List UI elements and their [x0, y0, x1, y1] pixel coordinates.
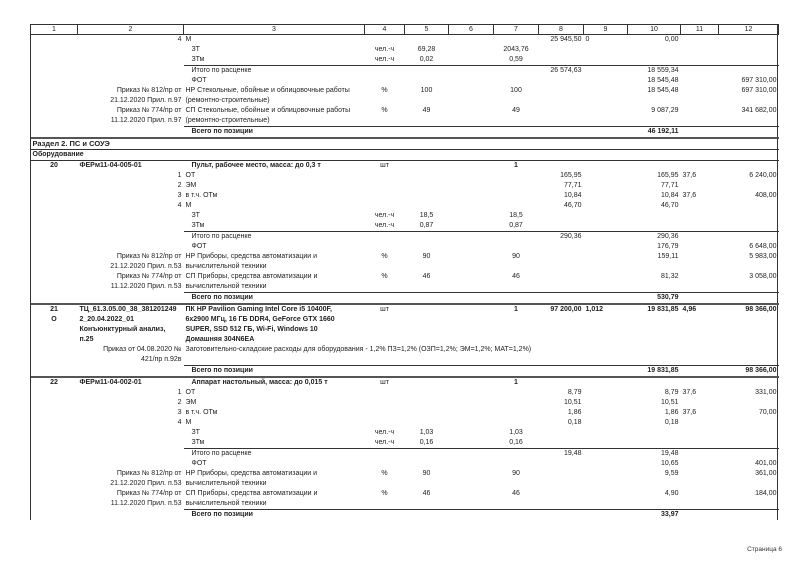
- cell: 3: [177, 192, 182, 199]
- cell: 1: [177, 388, 182, 396]
- position-qty: 1: [494, 377, 539, 388]
- cell: 1,012: [584, 304, 628, 345]
- table-row: [31, 428, 779, 438]
- cell: 18 545,48: [647, 77, 679, 84]
- cell: %: [381, 273, 388, 280]
- total-value: 46 192,11: [628, 127, 681, 139]
- cell: 1,03: [419, 428, 434, 436]
- cell: чел.-ч: [374, 212, 395, 219]
- cell: М: [185, 418, 192, 426]
- cell: ОТ: [185, 388, 196, 396]
- cell: 70,00: [758, 408, 777, 416]
- cell: %: [381, 253, 388, 260]
- cell: ФОТ: [191, 77, 207, 84]
- cell: чел.-ч: [374, 56, 395, 63]
- total-label: Всего по позиции: [184, 509, 365, 520]
- col-header: 9: [584, 25, 628, 35]
- cell: 26 574,63: [539, 66, 584, 77]
- cell: ЗТ: [191, 46, 200, 53]
- table-row: [31, 408, 779, 418]
- cell: в т.ч. ОТм: [185, 408, 218, 416]
- cell: 98 366,00: [719, 304, 779, 345]
- position-unit: шт: [380, 162, 389, 169]
- position-header-row: [31, 304, 779, 345]
- cell: ЭМ: [185, 182, 197, 189]
- cell: М: [185, 36, 192, 43]
- cell: 77,71: [660, 182, 679, 189]
- table-row: [31, 181, 779, 191]
- cell: чел.-ч: [374, 428, 395, 436]
- cell: 2: [177, 398, 182, 406]
- cell: 46: [422, 273, 431, 280]
- cell: в т.ч. ОТм: [185, 192, 218, 199]
- table-row: [31, 448, 779, 459]
- cell: 46: [422, 489, 431, 497]
- cell: 81,32: [660, 273, 679, 280]
- cell: 18 559,34: [628, 66, 681, 77]
- cell: 18 545,48: [647, 87, 679, 94]
- cell: 18,5: [509, 212, 523, 219]
- cell: 10,84: [563, 192, 582, 199]
- total-value: 98 366,00: [719, 365, 779, 377]
- cell: ЗТм: [191, 56, 205, 63]
- cell: 3: [177, 408, 182, 416]
- cell: 10,65: [660, 459, 679, 467]
- cell: 69,28: [417, 46, 436, 53]
- cell: 37,6: [682, 192, 697, 199]
- cell: 46,70: [563, 202, 582, 209]
- cell: 90: [422, 253, 431, 260]
- table-row: [31, 418, 779, 428]
- cell: ОТ: [185, 172, 196, 179]
- table-row: [31, 201, 779, 211]
- cell: 341 682,00: [741, 107, 777, 114]
- cell: 8,79: [664, 388, 679, 396]
- cell: 0: [585, 36, 590, 43]
- cell: 10,51: [660, 398, 679, 406]
- cell: %: [381, 489, 388, 497]
- cell: Приказ № 812/пр от 21.12.2020 Прил. п.53: [110, 253, 182, 270]
- cell: Итого по расценке: [184, 448, 365, 459]
- cell: 49: [422, 107, 431, 114]
- section-row: [31, 138, 779, 150]
- cell: чел.-ч: [374, 222, 395, 229]
- position-number: 20: [50, 162, 58, 169]
- total-label: Всего по позиции: [184, 365, 365, 377]
- cell: 10,84: [660, 192, 679, 199]
- section-title: Раздел 2. ПС и СОУЭ: [31, 138, 779, 150]
- table-row: [31, 66, 779, 77]
- cell: 697 310,00: [741, 87, 777, 94]
- table-row: [31, 106, 779, 127]
- cell: 49: [512, 107, 520, 114]
- cell: Приказ № 812/пр от 21.12.2020 Прил. п.53: [110, 469, 182, 487]
- table-row: [31, 459, 779, 469]
- cell: 1,86: [567, 408, 582, 416]
- cell: НР Приборы, средства автоматизации и вычислительной техники: [185, 253, 318, 270]
- table-row: [31, 45, 779, 55]
- table-row: [31, 438, 779, 449]
- position-total-row: [31, 509, 779, 520]
- col-header: 4: [365, 25, 405, 35]
- position-total-row: [31, 127, 779, 139]
- col-header: 3: [184, 25, 365, 35]
- cell: 0,59: [509, 56, 523, 63]
- col-header: 2: [78, 25, 184, 35]
- column-header-row: [31, 25, 779, 35]
- cell: 290,36: [628, 232, 681, 243]
- position-total-row: [31, 365, 779, 377]
- zsr-text: Заготовительно-складские расходы для оборудования - 1,2% ПЗ=1,2% (ОЗП=1,2%; ЭМ=1,2%; МАТ=1,2%): [185, 346, 532, 353]
- cell: 4: [177, 202, 182, 209]
- cell: 19,48: [539, 448, 584, 459]
- cell: 401,00: [755, 459, 777, 467]
- col-header: 11: [681, 25, 719, 35]
- cell: 361,00: [755, 469, 777, 477]
- estimate-table: [30, 24, 779, 520]
- cell: %: [381, 469, 388, 477]
- cell: 9,59: [664, 469, 679, 477]
- position-qty: 1: [514, 162, 518, 169]
- cell: 77,71: [563, 182, 582, 189]
- cell: 97 200,00: [539, 304, 584, 345]
- table-row: [31, 76, 779, 86]
- col-header: 1: [31, 25, 78, 35]
- cell: ЗТм: [191, 222, 205, 229]
- cell: 100: [420, 87, 433, 94]
- cell: СП Стекольные, обойные и облицовочные работы (ремонтно-строительные): [185, 107, 351, 124]
- estimate-sheet: [30, 24, 778, 520]
- cell: 0,18: [664, 418, 679, 426]
- cell: 37,6: [682, 172, 697, 179]
- cell: чел.-ч: [374, 438, 395, 446]
- cell: 1: [177, 172, 182, 179]
- cell: 2043,76: [503, 46, 529, 53]
- position-name: Аппарат настольный, масса: до 0,015 т: [184, 377, 365, 388]
- cell: 46,70: [660, 202, 679, 209]
- table-row: [31, 232, 779, 243]
- table-row: [31, 388, 779, 398]
- cell: 159,11: [657, 253, 679, 260]
- table-row: [31, 35, 779, 46]
- cell: 290,36: [539, 232, 584, 243]
- cell: Приказ № 774/пр от 11.12.2020 Прил. п.53: [110, 489, 182, 507]
- col-header: 5: [405, 25, 449, 35]
- cell: 2: [177, 182, 182, 189]
- cell: 5 983,00: [749, 253, 777, 260]
- cell: 0,18: [567, 418, 582, 426]
- cell: СП Приборы, средства автоматизации и вычислительной техники: [185, 273, 318, 290]
- cell: 46: [512, 489, 520, 497]
- table-row: [31, 221, 779, 232]
- cell: НР Стекольные, обойные и облицовочные работы (ремонтно-строительные): [185, 87, 350, 104]
- cell: НР Приборы, средства автоматизации и вычислительной техники: [185, 469, 318, 487]
- cell: ФОТ: [191, 459, 207, 467]
- table-row: [31, 211, 779, 221]
- cell: 4: [177, 418, 182, 426]
- position-unit: шт: [365, 304, 405, 345]
- cell: 0,87: [509, 222, 523, 229]
- cell: 37,6: [682, 408, 697, 416]
- table-row: [31, 345, 779, 365]
- cell: %: [381, 107, 388, 114]
- position-code: ФЕРм11-04-002-01: [78, 377, 184, 388]
- table-row: [31, 171, 779, 181]
- cell: 9 087,29: [651, 107, 679, 114]
- cell: ЗТ: [191, 212, 200, 219]
- position-header-row: [31, 161, 779, 172]
- cell: Приказ № 774/пр от 11.12.2020 Прил. п.53: [110, 273, 182, 290]
- col-header: 6: [449, 25, 494, 35]
- table-row: [31, 242, 779, 252]
- cell: 90: [512, 469, 520, 477]
- position-name: ПК HP Pavilion Gaming Intel Core i5 10400F, 6x2900 МГц, 16 ГБ DDR4, GeForce GTX 1660 SUPER, SSD 512 ГБ, Wi-Fi, Windows 10 Домашняя 304N6EA: [184, 304, 365, 345]
- cell: 331,00: [755, 388, 777, 396]
- cell: 0,16: [509, 438, 523, 446]
- cell: чел.-ч: [374, 46, 395, 53]
- cell: %: [381, 87, 388, 94]
- cell: 37,6: [682, 388, 697, 396]
- position-code: ТЦ_61.3.05.00_38_381201249 2_20.04.2022_01 Конъюнктурный анализ, п.25: [78, 304, 184, 345]
- cell: 4: [177, 36, 182, 43]
- cell: Итого по расценке: [184, 66, 365, 77]
- cell: 4,96: [681, 304, 719, 345]
- position-number: 22: [31, 377, 78, 388]
- cell: 165,95: [560, 172, 582, 179]
- total-value: 19 831,85: [628, 365, 681, 377]
- position-qty: 1: [494, 304, 539, 345]
- total-value: 33,97: [628, 509, 681, 520]
- cell: Приказ от 04.08.2020 № 421/пр п.92в: [103, 346, 182, 363]
- cell: 25 945,50: [550, 36, 582, 43]
- table-row: [31, 86, 779, 106]
- cell: 3 058,00: [749, 273, 777, 280]
- table-row: [31, 191, 779, 201]
- subsection-title: Оборудование: [31, 150, 779, 161]
- total-label: Всего по позиции: [184, 127, 365, 139]
- table-row: [31, 272, 779, 293]
- table-row: [31, 252, 779, 272]
- cell: 4,90: [664, 489, 679, 497]
- cell: 18,5: [419, 212, 434, 219]
- position-code: ФЕРм11-04-005-01: [79, 162, 142, 169]
- cell: 697 310,00: [741, 77, 777, 84]
- position-name: Пульт, рабочее место, масса: до 0,3 т: [191, 162, 321, 169]
- cell: 19 831,85: [628, 304, 681, 345]
- table-row: [31, 398, 779, 408]
- cell: СП Приборы, средства автоматизации и вычислительной техники: [185, 489, 318, 507]
- cell: ЗТ: [191, 428, 200, 436]
- cell: 0,00: [664, 36, 679, 43]
- cell: 176,79: [657, 243, 679, 250]
- table-row: [31, 55, 779, 66]
- cell: ФОТ: [191, 243, 207, 250]
- cell: 0,02: [419, 56, 434, 63]
- cell: Приказ № 774/пр от 11.12.2020 Прил. п.97: [110, 107, 182, 124]
- cell: М: [185, 202, 192, 209]
- cell: 8,79: [567, 388, 582, 396]
- cell: 408,00: [755, 192, 777, 199]
- page-number: Страница 6: [747, 546, 782, 553]
- cell: 19,48: [628, 448, 681, 459]
- cell: 1,86: [664, 408, 679, 416]
- cell: 100: [510, 87, 522, 94]
- cell: 10,51: [563, 398, 582, 406]
- subsection-row: [31, 150, 779, 161]
- cell: 46: [512, 273, 520, 280]
- position-number: 21 О: [31, 304, 78, 345]
- col-header: 10: [628, 25, 681, 35]
- cell: 1,03: [509, 428, 523, 436]
- cell: 165,95: [657, 172, 679, 179]
- col-header: 12: [719, 25, 779, 35]
- cell: Итого по расценке: [184, 232, 365, 243]
- cell: 90: [512, 253, 520, 260]
- cell: Приказ № 812/пр от 21.12.2020 Прил. п.97: [110, 87, 182, 104]
- total-label: Всего по позиции: [184, 293, 365, 305]
- cell: ЗТм: [191, 438, 205, 446]
- col-header: 7: [494, 25, 539, 35]
- col-header: 8: [539, 25, 584, 35]
- table-row: [31, 489, 779, 510]
- cell: 0,16: [419, 438, 434, 446]
- cell: 6 648,00: [749, 243, 777, 250]
- position-total-row: [31, 293, 779, 305]
- cell: ЭМ: [185, 398, 197, 406]
- table-row: [31, 469, 779, 489]
- cell: 90: [422, 469, 431, 477]
- cell: 6 240,00: [749, 172, 777, 179]
- total-value: 530,79: [628, 293, 681, 305]
- cell: 0,87: [419, 222, 434, 229]
- cell: 184,00: [755, 489, 777, 497]
- position-unit: шт: [365, 377, 405, 388]
- position-header-row: [31, 377, 779, 388]
